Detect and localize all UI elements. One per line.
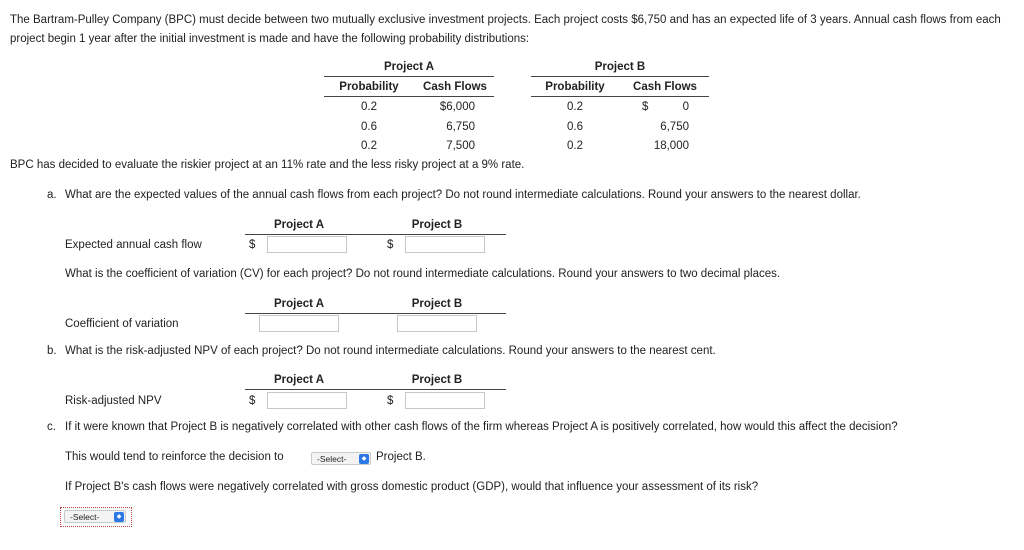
- qc-question: If it were known that Project B is negatively correlated with other cash flows of the firm whereas Project A is positively correlated, how would this affect the decision?: [65, 421, 898, 433]
- qc-question2: If Project B's cash flows were negatively correlated with gross domestic product (GDP), would that influence your assessment of its risk?: [65, 481, 759, 493]
- intro-paragraph: The Bartram-Pulley Company (BPC) must decide between two mutually exclusive investment projects. Each project costs $6,750 and has an expected life of 3 years. Annual cash flows from each project begin 1 year after the initial investment is made and have the following probability distributions:: [10, 14, 1001, 45]
- col-cashflows-a: Cash Flows: [423, 81, 487, 93]
- qb-dollar-b: $: [387, 395, 394, 407]
- prob-b-3: 0.2: [567, 140, 583, 152]
- qa-cv-col-project-b: Project B: [411, 298, 463, 310]
- qa-row-label: Expected annual cash flow: [65, 239, 202, 251]
- dist-header-project-b: Project B: [594, 61, 646, 73]
- cf-b-1: 0: [682, 101, 689, 113]
- dist-header-project-a: Project A: [383, 61, 435, 73]
- prob-b-1: 0.2: [567, 101, 583, 113]
- col-probability-b: Probability: [545, 81, 605, 93]
- qa-cv-header-rule: [245, 313, 506, 314]
- qa-cv-row-label: Coefficient of variation: [65, 318, 179, 330]
- qa-header-rule: [245, 234, 506, 235]
- prob-a-2: 0.6: [361, 121, 377, 133]
- qa-cv-col-project-a: Project A: [273, 298, 325, 310]
- qa-question2: What is the coefficient of variation (CV) for each project? Do not round intermediate calculations. Round your answers to two decimal places.: [65, 268, 781, 280]
- qa-dollar-b: $: [387, 239, 394, 251]
- qb-row-label: Risk-adjusted NPV: [65, 395, 162, 407]
- cf-a-2: 6,750: [446, 121, 475, 133]
- qb-question: What is the risk-adjusted NPV of each project? Do not round intermediate calculations. Round your answers to the nearest cent.: [65, 345, 716, 357]
- dist-header-a-rule: [324, 76, 494, 77]
- qa-question: What are the expected values of the annual cash flows from each project? Do not round intermediate calculations. Round your answers to the nearest dollar.: [65, 189, 861, 201]
- decision-select[interactable]: [311, 452, 371, 465]
- qb-col-project-a: Project A: [273, 374, 325, 386]
- qc-sentence-pre: This would tend to reinforce the decision to: [65, 451, 284, 463]
- cf-a-3: 7,500: [446, 140, 475, 152]
- rate-text: BPC has decided to evaluate the riskier project at an 11% rate and the less risky project at a 9% rate.: [10, 159, 525, 171]
- dist-colhead-a-rule: [324, 96, 494, 97]
- cf-b-2: 6,750: [660, 121, 689, 133]
- select-arrow-icon: ◆: [114, 512, 124, 522]
- qa-col-project-b: Project B: [411, 219, 463, 231]
- cv-a-input[interactable]: [259, 315, 339, 332]
- dist-header-b-rule: [531, 76, 709, 77]
- qa-dollar-a: $: [249, 239, 256, 251]
- qa-col-project-a: Project A: [273, 219, 325, 231]
- select-arrow-icon: ◆: [359, 454, 369, 464]
- col-probability-a: Probability: [339, 81, 399, 93]
- decision-select-value: -Select-: [317, 454, 347, 464]
- qa-label: a.: [47, 189, 57, 201]
- qb-label: b.: [47, 345, 57, 357]
- qb-header-rule: [245, 389, 506, 390]
- cf-b-3: 18,000: [653, 140, 689, 152]
- qb-dollar-a: $: [249, 395, 256, 407]
- qc-label: c.: [47, 421, 56, 433]
- qb-col-project-b: Project B: [411, 374, 463, 386]
- col-cashflows-b: Cash Flows: [633, 81, 697, 93]
- cf-a-1: $6,000: [439, 101, 475, 113]
- gdp-risk-select[interactable]: [64, 510, 126, 523]
- cv-b-input[interactable]: [397, 315, 477, 332]
- npv-a-input[interactable]: [267, 392, 347, 409]
- prob-a-1: 0.2: [361, 101, 377, 113]
- npv-b-input[interactable]: [405, 392, 485, 409]
- cf-b-1-symbol: $: [642, 101, 649, 113]
- qc-sentence-post: Project B.: [376, 451, 426, 463]
- dist-colhead-b-rule: [531, 96, 709, 97]
- gdp-risk-select-value: -Select-: [70, 512, 100, 522]
- prob-b-2: 0.6: [567, 121, 583, 133]
- prob-a-3: 0.2: [361, 140, 377, 152]
- expected-cashflow-a-input[interactable]: [267, 236, 347, 253]
- expected-cashflow-b-input[interactable]: [405, 236, 485, 253]
